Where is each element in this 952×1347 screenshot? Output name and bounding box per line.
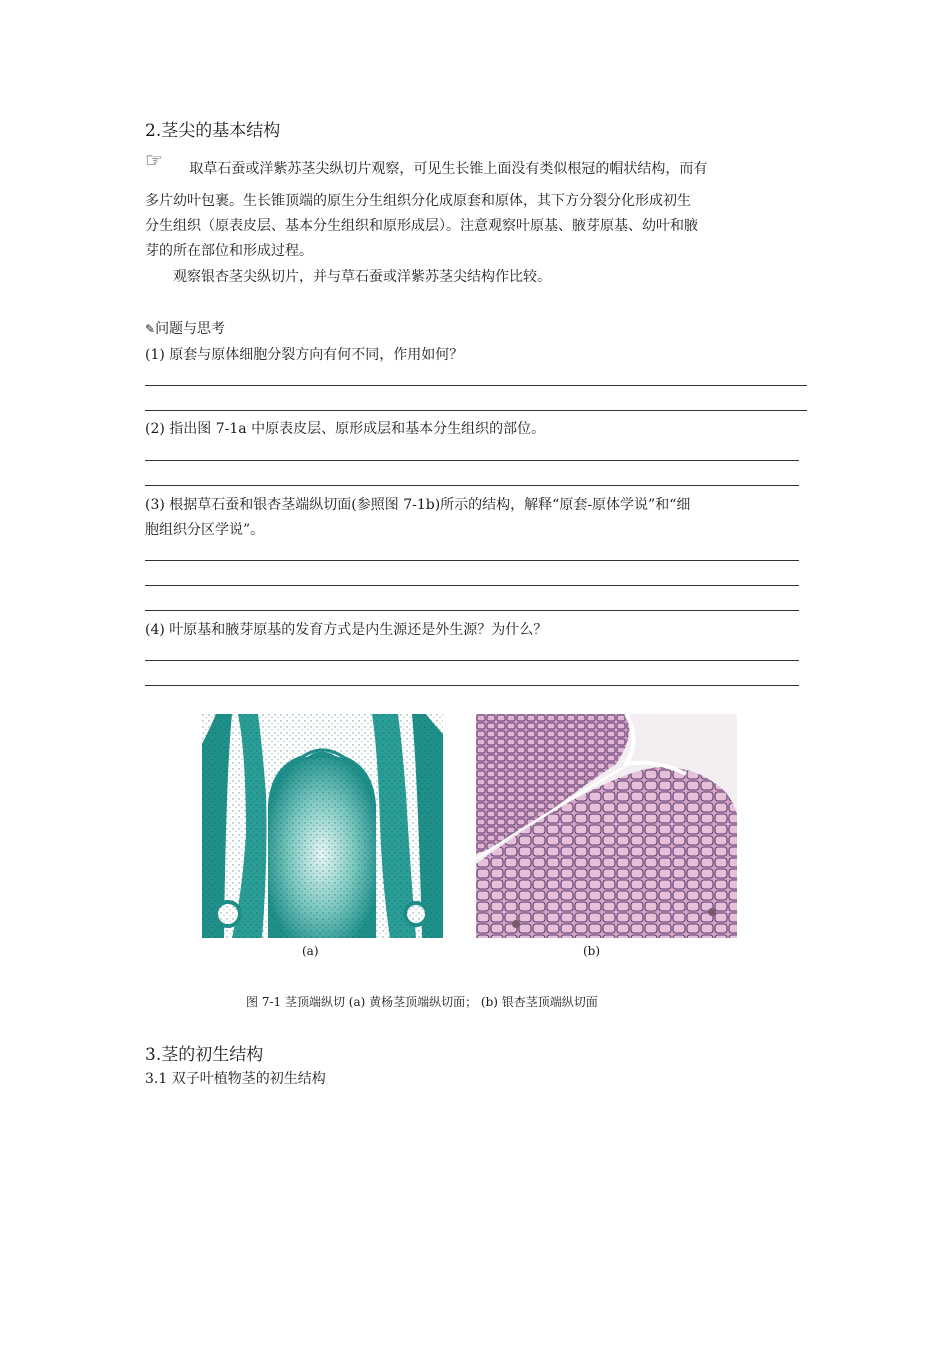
question-4: (4) 叶原基和腋芽原基的发育方式是内生源还是外生源？为什么？ [145,622,548,638]
question-2: (2) 指出图 7-1a 中原表皮层、原形成层和基本分生组织的部位。 [145,421,546,437]
answer-line [145,410,807,411]
paragraph-2: 观察银杏茎尖纵切片，并与草石蚕或洋紫苏茎尖结构作比较。 [173,269,551,285]
micrograph-a [202,714,443,938]
paragraph-1-line-1: 取草石蚕或洋紫苏茎尖纵切片观察，可见生长锥上面没有类似根冠的帽状结构，而有 [189,161,708,177]
question-1: (1) 原套与原体细胞分裂方向有何不同，作用如何？ [145,347,464,363]
answer-line [145,660,799,661]
answer-line [145,385,807,386]
answer-line [145,460,799,461]
pencil-icon: ✎ [145,322,156,336]
answer-line [145,585,799,586]
pointing-hand-icon: ☞ [145,148,163,172]
paragraph-1 [145,150,815,181]
figure-label-b: (b) [583,944,601,958]
questions-heading-text: 问题与思考 [155,321,226,337]
questions-heading [145,318,225,338]
subsection-heading: 3.1 双子叶植物茎的初生结构 [145,1071,326,1087]
question-3-line-1: (3) 根据草石蚕和银杏茎端纵切面(参照图 7-1b)所示的结构，解释“原套-原体学说”和“细 [145,497,691,513]
question-3-line-2: 胞组织分区学说”。 [145,522,265,538]
paragraph-1-line-4: 芽的所在部位和形成过程。 [145,243,313,259]
answer-line [145,485,799,486]
section-heading-3: 3.茎的初生结构 [145,1045,264,1065]
answer-line [145,560,799,561]
paragraph-1-line-2: 多片幼叶包裹。生长锥顶端的原生分生组织分化成原套和原体，其下方分裂分化形成初生 [145,193,691,209]
figure-caption: 图 7-1 茎顶端纵切 (a) 黄杨茎顶端纵切面； (b) 银杏茎顶端纵切面 [246,995,598,1009]
paragraph-1-line-3: 分生组织（原表皮层、基本分生组织和原形成层）。注意观察叶原基、腋芽原基、幼叶和腋 [145,218,698,234]
micrograph-b [476,714,737,938]
figure-label-a: (a) [302,944,319,958]
answer-line [145,610,799,611]
answer-line [145,685,799,686]
section-heading: 2.茎尖的基本结构 [145,121,281,141]
